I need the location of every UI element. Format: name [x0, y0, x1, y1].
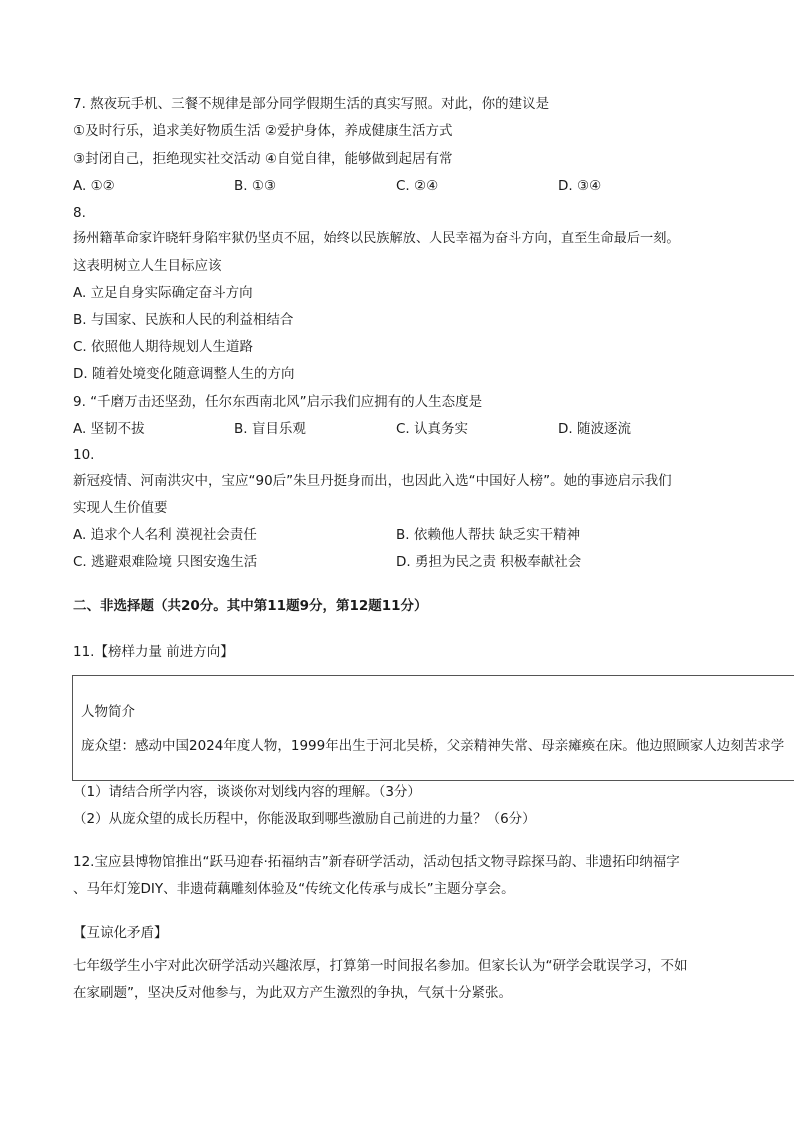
q9-option-d: D. 随波逐流	[558, 421, 631, 437]
section-2-heading: 二、非选择题（共20分。其中第11题9分，第12题11分）	[73, 598, 428, 614]
q11-box-text: 庞众望：感动中国2024年度人物，1999年出生于河北吴桥，父亲精神失常、母亲瘫痪在床。他边照顾家人边刻苦求学	[81, 738, 785, 754]
q11-sub-question-1: （1）请结合所学内容，谈谈你对划线内容的理解。（3分）	[73, 784, 421, 800]
q7-statement-line-1: ①及时行乐，追求美好物质生活 ②爱护身体，养成健康生活方式	[73, 123, 453, 139]
q9-stem: 9. “千磨万击还坚劲，任尔东西南北风”启示我们应拥有的人生态度是	[73, 394, 483, 410]
q8-stem: 扬州籍革命家许晓轩身陷牢狱仍坚贞不屈，始终以民族解放、人民幸福为奋斗方向，直至生命最后一刻。	[73, 231, 680, 246]
q9-option-a: A. 坚韧不拔	[73, 421, 145, 437]
q12-intro-line-1: 12.宝应县博物馆推出“跃马迎春·拓福纳吉”新春研学活动，活动包括文物寻踪探马韵、非遗拓印纳福字	[73, 854, 680, 870]
q10-option-c: C. 逃避艰难险境 只图安逸生活	[73, 554, 258, 570]
q11-title: 11.【榜样力量 前进方向】	[73, 644, 234, 660]
q10-option-d: D. 勇担为民之责 积极奉献社会	[396, 554, 582, 570]
q10-option-a: A. 追求个人名利 漠视社会责任	[73, 527, 257, 543]
q9-option-b: B. 盲目乐观	[234, 421, 306, 437]
q10-option-b: B. 依赖他人帮扶 缺乏实干精神	[396, 527, 581, 543]
q8-option-d: D. 随着处境变化随意调整人生的方向	[73, 366, 295, 382]
q7-option-c: C. ②④	[396, 178, 439, 194]
q7-option-b: B. ①③	[234, 178, 277, 194]
q7-stem: 7. 熬夜玩手机、三餐不规律是部分同学假期生活的真实写照。对此，你的建议是	[73, 96, 550, 112]
q8-option-a: A. 立足自身实际确定奋斗方向	[73, 285, 253, 301]
q8-option-c: C. 依照他人期待规划人生道路	[73, 339, 254, 355]
q11-material-box	[72, 675, 794, 781]
q8-option-b: B. 与国家、民族和人民的利益相结合	[73, 312, 294, 328]
q10-stem-continued: 实现人生价值要	[73, 500, 168, 516]
q7-option-a: A. ①②	[73, 178, 115, 194]
q7-statement-line-2: ③封闭自己，拒绝现实社交活动 ④自觉自律，能够做到起居有常	[73, 151, 453, 167]
q10-stem: 新冠疫情、河南洪灾中，宝应“90后”朱旦丹挺身而出，也因此入选“中国好人榜”。她的事迹启示我们	[73, 473, 672, 489]
q7-option-d: D. ③④	[558, 178, 602, 194]
q12-subheading: 【互谅化矛盾】	[73, 925, 168, 941]
q8-number: 8.	[73, 205, 86, 221]
q9-option-c: C. 认真务实	[396, 421, 469, 437]
q12-paragraph-line-2: 在家刷题”，坚决反对他参与，为此双方产生激烈的争执，气氛十分紧张。	[73, 985, 512, 1001]
q12-paragraph-line-1: 七年级学生小宇对此次研学活动兴趣浓厚，打算第一时间报名参加。但家长认为“研学会耽误学习，不如	[73, 958, 688, 974]
q12-intro-line-2: 、马年灯笼DIY、非遗荷藕雕刻体验及“传统文化传承与成长”主题分享会。	[73, 881, 515, 897]
q11-box-heading: 人物简介	[81, 704, 135, 720]
q10-number: 10.	[73, 447, 95, 463]
q8-stem-continued: 这表明树立人生目标应该	[73, 258, 222, 274]
q11-sub-question-2: （2）从庞众望的成长历程中，你能汲取到哪些激励自己前进的力量？（6分）	[73, 811, 536, 827]
